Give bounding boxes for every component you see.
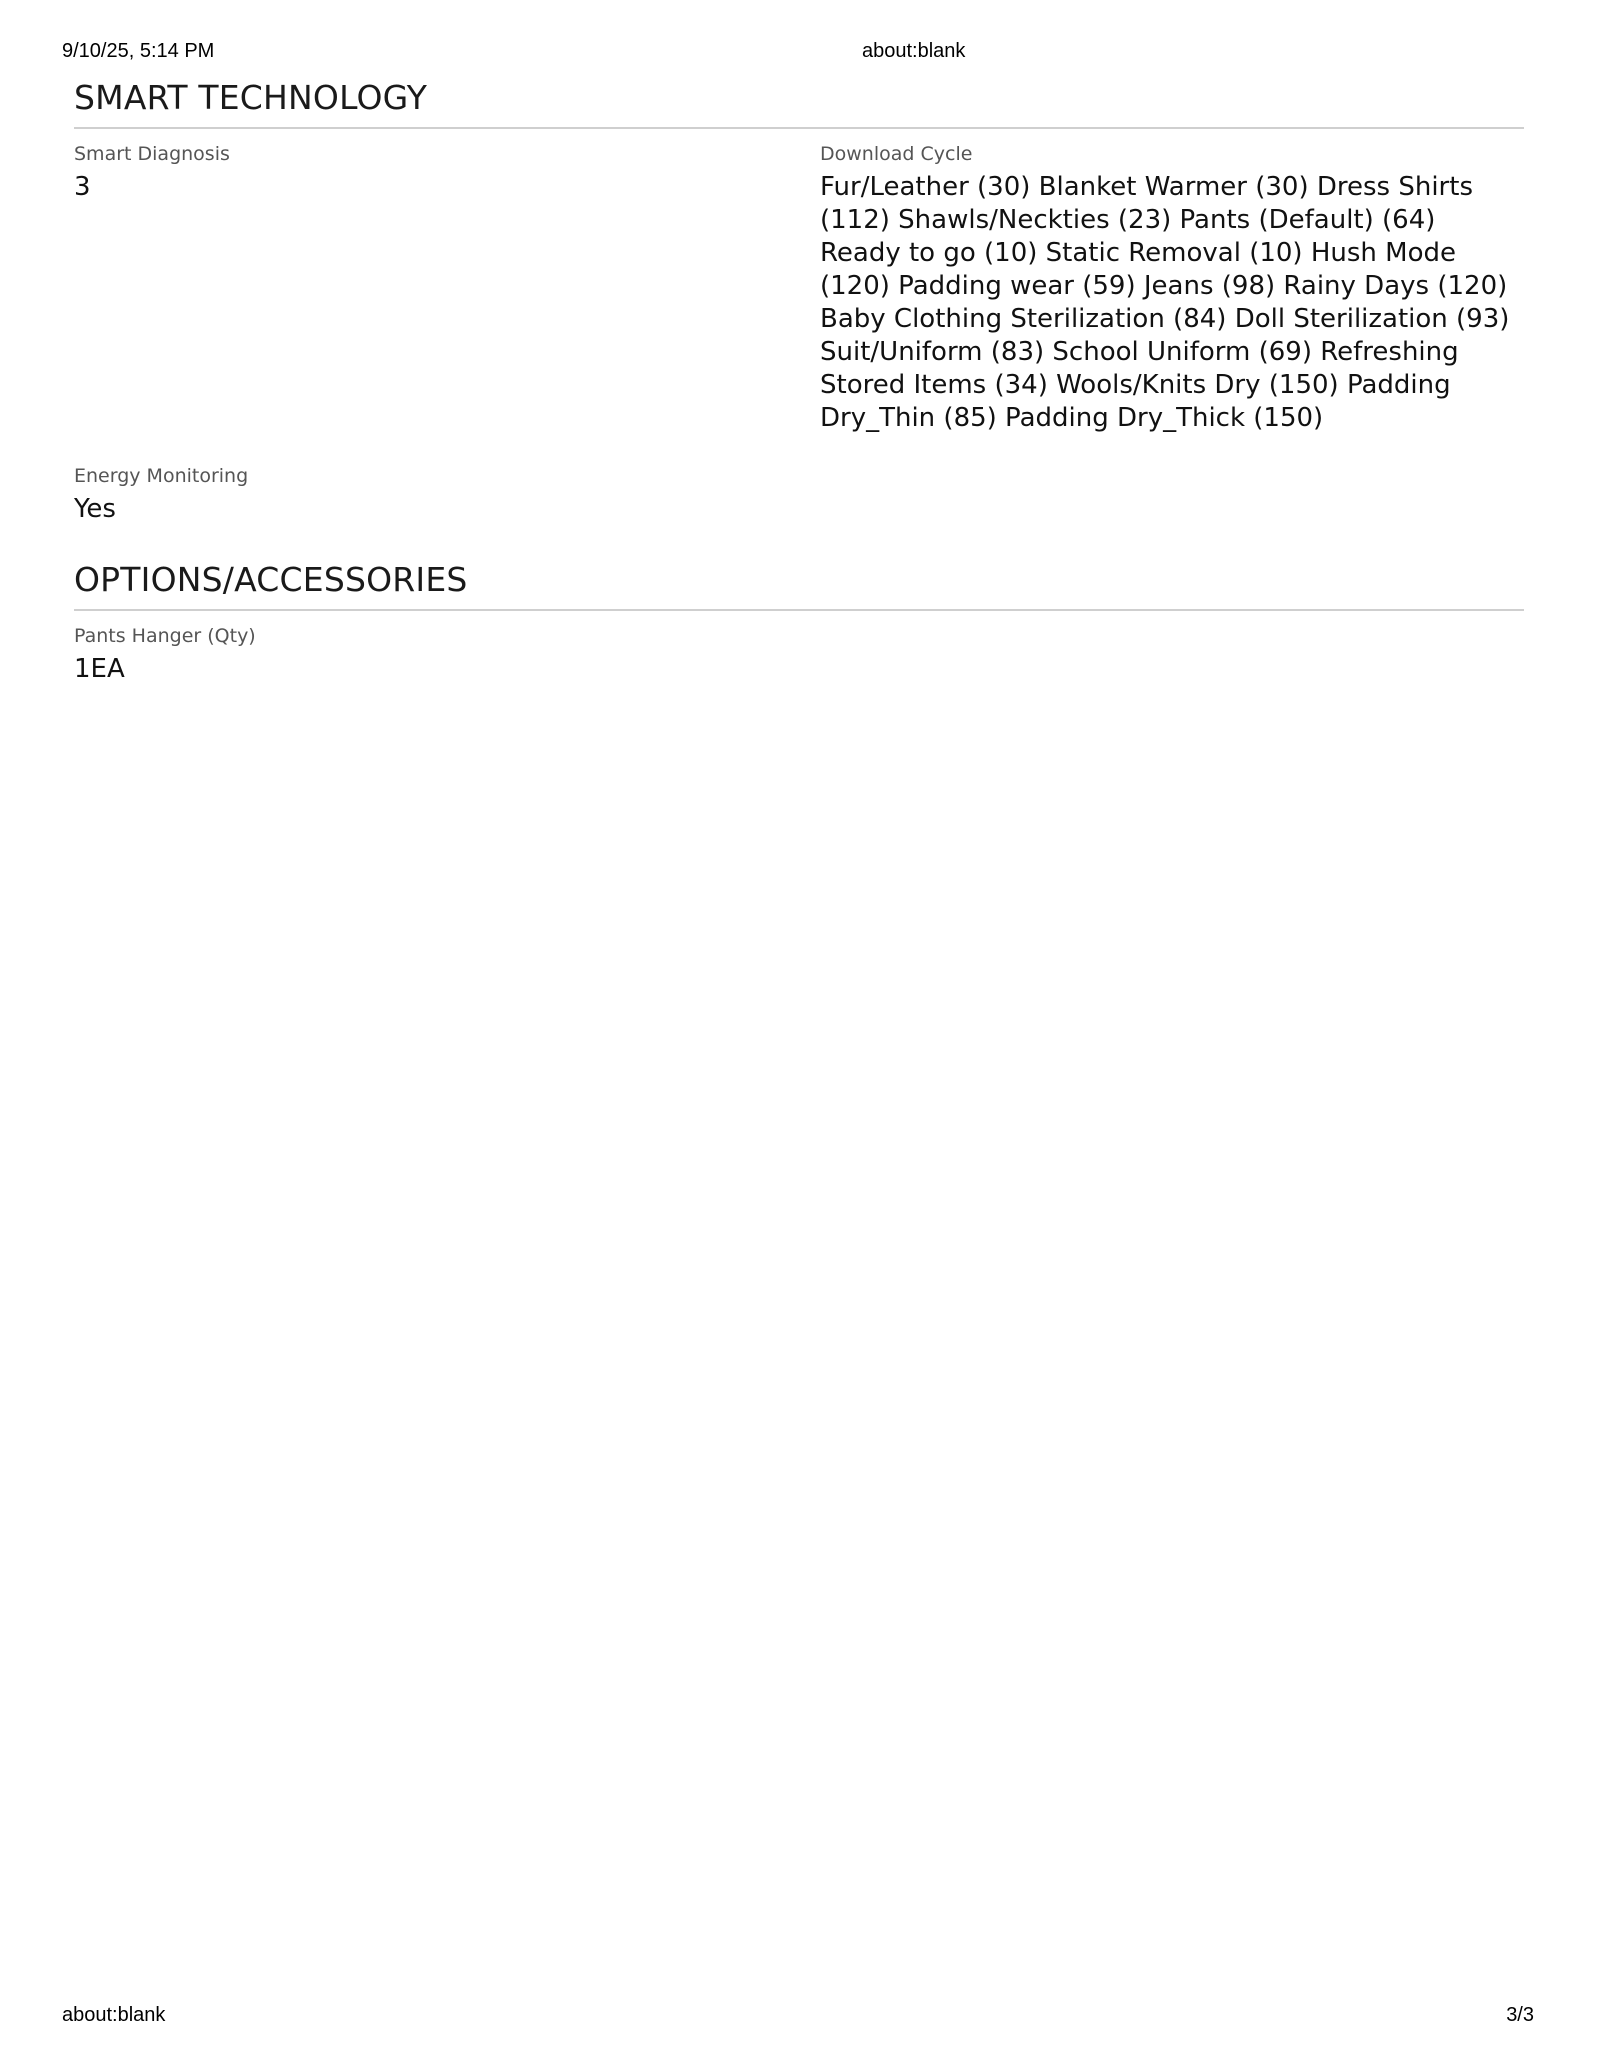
- spec-grid: [74, 611, 1524, 716]
- section-options-accessories: [74, 556, 1524, 716]
- spec-value: Yes: [74, 494, 116, 524]
- spec-label: Smart Diagnosis: [74, 143, 230, 165]
- spec-label: Pants Hanger (Qty): [74, 625, 256, 647]
- spec-label: Download Cycle: [820, 143, 973, 165]
- section-smart-technology: [74, 74, 1524, 556]
- spec-value: 3: [74, 172, 91, 202]
- section-title: OPTIONS/ACCESSORIES: [74, 560, 468, 599]
- print-header-url: about:blank: [862, 40, 966, 62]
- spec-grid: [74, 129, 1524, 556]
- spec-item-download-cycle: [820, 143, 1524, 465]
- spec-item-smart-diagnosis: [74, 143, 820, 465]
- print-footer-url: about:blank: [62, 2004, 166, 2026]
- spec-value: Fur/Leather (30) Blanket Warmer (30) Dress Shirts (112) Shawls/Neckties (23) Pants (Default) (64) Ready to go (10) Static Removal (10) Hush Mode (120) Padding wear (59) Jeans (98) Rainy Days (120) Baby Clothing Sterilization (84) Doll Sterilization (93) Suit/Uniform (83) School Uniform (69) Refreshing Stored Items (34) Wools/Knits Dry (150) Padding Dry_Thin (85) Padding Dry_Thick (150): [820, 172, 1510, 433]
- spec-item-energy-monitoring: [74, 465, 820, 556]
- spec-label: Energy Monitoring: [74, 465, 249, 487]
- spec-value: 1EA: [74, 654, 125, 684]
- print-footer-page-number: 3/3: [1506, 2004, 1534, 2026]
- spec-page-content: [74, 74, 1524, 716]
- print-header-datetime: 9/10/25, 5:14 PM: [62, 40, 215, 62]
- section-title: SMART TECHNOLOGY: [74, 78, 428, 117]
- spec-item-pants-hanger: [74, 625, 820, 716]
